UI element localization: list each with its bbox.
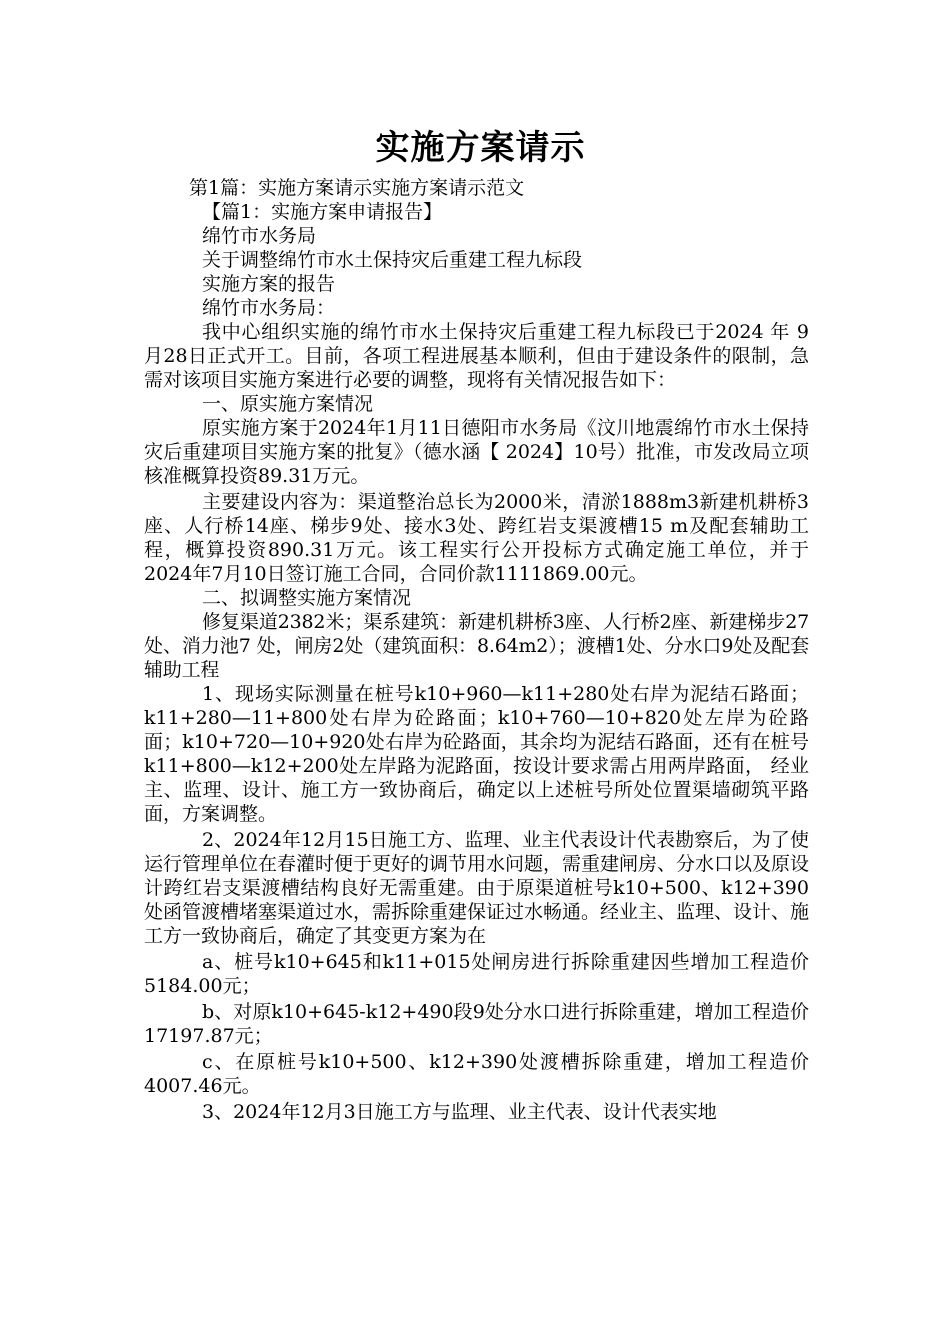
paragraph-item-c: c、在原桩号k10+500、k12+390处渡槽拆除重建，增加工程造价4007.46元。: [144, 1051, 809, 1097]
salutation: 绵竹市水务局：: [202, 297, 336, 319]
paragraph-main-content: 主要建设内容为：渠道整治总长为2000米，清淤1888m3新建机耕桥3座、人行桥14座、梯步9处、接水3处、跨红岩支渠渡槽15 m及配套辅助工程，概算投资890.31万元。该工程实行公开投标方式确定施工单位，并于2024年7月10日签订施工合同，合同价款1111869.00元。: [144, 491, 809, 585]
paragraph-item-2: 2、2024年12月15日施工方、监理、业主代表设计代表勘察后，为了使运行管理单位在春灌时便于更好的调节用水问题，需重建闸房、分水口以及原设计跨红岩支渠渡槽结构良好无需重建。由于原渠道桩号k10+500、k12+390处函管渡槽堵塞渠道过水，需拆除重建保证过水畅通。经业主、监理、设计、施工方一致协商后，确定了其变更方案为在: [144, 829, 810, 947]
report-title-line-2: 实施方案的报告: [202, 273, 336, 295]
page-title: 实施方案请示: [375, 128, 586, 168]
paragraph-item-a: a、桩号k10+645和k11+015处闸房进行拆除重建因些增加工程造价5184.00元；: [144, 951, 809, 997]
document-page: [144, 126, 809, 1124]
organization-name: 绵竹市水务局: [202, 225, 317, 247]
paragraph-repair-scope: 修复渠道2382米；渠系建筑：新建机耕桥3座、人行桥2座、新建梯步27处、消力池7 处，闸房2处（建筑面积：8.64m2）；渡槽1处、分水口9处及配套辅助工程: [144, 611, 809, 681]
paragraph-intro: 我中心组织实施的绵竹市水土保持灾后重建工程九标段已于2024 年 9 月28日正式开工。目前，各项工程进展基本顺利，但由于建设条件的限制，急需对该项目实施方案进行必要的调整，现将有关情况报告如下：: [144, 321, 809, 391]
paragraph-item-b: b、对原k10+645-k12+490段9处分水口进行拆除重建，增加工程造价17197.87元；: [144, 1001, 809, 1047]
paragraph-original-approval: 原实施方案于2024年1月11日德阳市水务局《汶川地震绵竹市水土保持灾后重建项目实施方案的批复》（德水涵【 2024】10号）批准，市发改局立项核准概算投资89.31万元。: [144, 417, 809, 487]
heading-adjusted-plan: 二、拟调整实施方案情况: [202, 587, 412, 609]
document-subtitle: 第1篇：实施方案请示实施方案请示范文: [189, 177, 525, 199]
heading-original-plan: 一、原实施方案情况: [202, 393, 374, 415]
paragraph-item-3: 3、2024年12月3日施工方与监理、业主代表、设计代表实地: [202, 1101, 717, 1123]
report-title-line-1: 关于调整绵竹市水土保持灾后重建工程九标段: [202, 249, 583, 271]
paragraph-item-1: 1、现场实际测量在桩号k10+960—k11+280处右岸为泥结石路面； k11+280—11+800处右岸为砼路面；k10+760—10+820处左岸为砼路面；k10+720—10+920处右岸为砼路面，其余均为泥结石路面，还有在桩号k11+800—k12+200处左岸路为泥路面，按设计要求需占用两岸路面， 经业主、监理、设计、施工方一致协商后，确定以上述桩号所处位置渠墙砌筑平路面，方案调整。: [144, 683, 809, 825]
section-header: 【篇1：实施方案申请报告】: [202, 201, 443, 223]
